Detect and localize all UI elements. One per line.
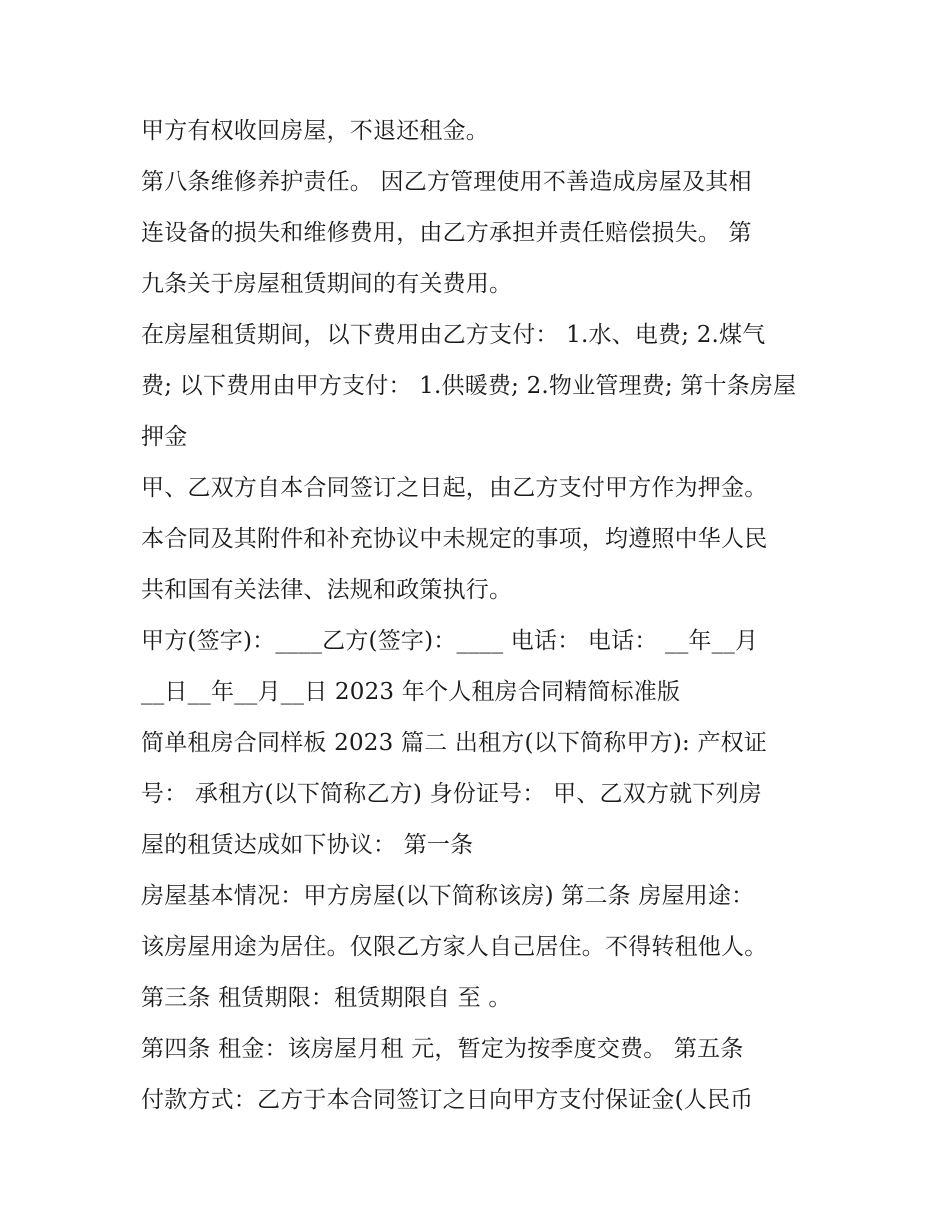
text-line: 连设备的损失和维修费用，由乙方承担并责任赔偿损失。 第 bbox=[141, 220, 752, 246]
text-line: 该房屋用途为居住。仅限乙方家人自己居住。不得转租他人。 bbox=[141, 934, 768, 960]
text-line: 甲、乙双方自本合同签订之日起，由乙方支付甲方作为押金。 bbox=[141, 475, 768, 501]
text-line: 号： 承租方(以下简称乙方) 身份证号： 甲、乙双方就下列房 bbox=[141, 781, 762, 807]
text-line: 在房屋租赁期间，以下费用由乙方支付： 1.水、电费; 2.煤气 bbox=[141, 322, 766, 348]
text-line: 简单租房合同样板 2023 篇二 出租方(以下简称甲方): 产权证 bbox=[141, 730, 768, 756]
text-line: 甲方(签字)：____乙方(签字)：____ 电话： 电话： __年__月 bbox=[141, 628, 759, 654]
text-line: 屋的租赁达成如下协议： 第一条 bbox=[141, 832, 474, 858]
text-line: 九条关于房屋租赁期间的有关费用。 bbox=[141, 271, 513, 297]
text-line: 第八条维修养护责任。 因乙方管理使用不善造成房屋及其相 bbox=[141, 169, 752, 195]
text-line: 本合同及其附件和补充协议中未规定的事项，均遵照中华人民 bbox=[141, 526, 768, 552]
text-line: 费; 以下费用由甲方支付： 1.供暖费; 2.物业管理费; 第十条房屋 bbox=[141, 373, 797, 399]
text-line: 付款方式：乙方于本合同签订之日向甲方支付保证金(人民币 bbox=[141, 1087, 754, 1113]
text-line: 押金 bbox=[141, 424, 188, 450]
text-line: 房屋基本情况：甲方房屋(以下简称该房) 第二条 房屋用途： bbox=[141, 883, 755, 909]
text-line: 共和国有关法律、法规和政策执行。 bbox=[141, 577, 513, 603]
text-line: 甲方有权收回房屋，不退还租金。 bbox=[141, 118, 489, 144]
text-line: 第三条 租赁期限：租赁期限自 至 。 bbox=[141, 985, 512, 1011]
text-line: 第四条 租金：该房屋月租 元，暂定为按季度交费。 第五条 bbox=[141, 1036, 744, 1062]
text-line: __日__年__月__日 2023 年个人租房合同精简标准版 bbox=[141, 679, 681, 705]
document-body bbox=[141, 106, 831, 1126]
